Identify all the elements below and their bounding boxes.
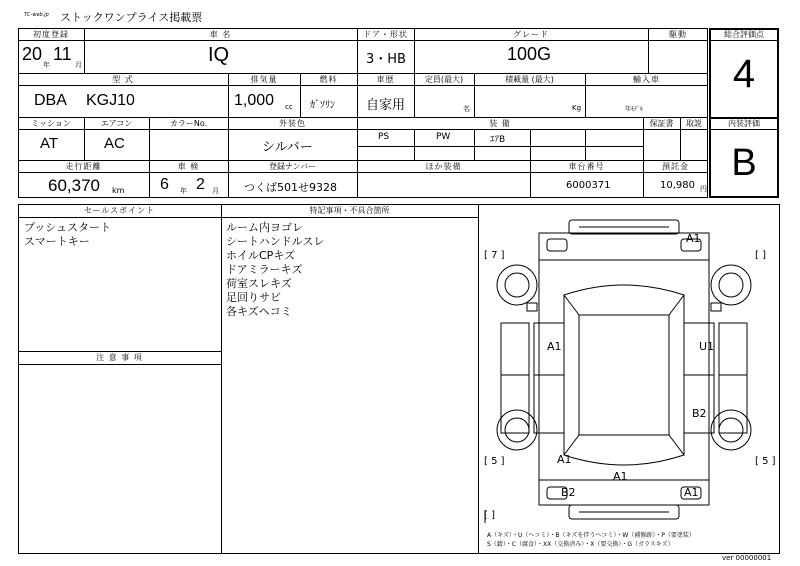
equip-2: PW — [436, 132, 451, 142]
damage-mark-a1-bottom-right: A1 — [684, 486, 699, 499]
license-plate: つくば501せ9328 — [244, 181, 337, 194]
first-reg-month: 11 — [53, 44, 72, 64]
displacement: 1,000 — [234, 92, 275, 109]
warranty-label: 保証書 — [649, 119, 674, 128]
special-notes-label: 特記事項・不具合箇所 — [309, 206, 390, 215]
first-reg-year: 20 — [22, 44, 43, 64]
inspection-label: 車 検 — [177, 162, 200, 171]
aircon-label: エアコン — [100, 119, 133, 128]
grade-label: グレード — [513, 30, 549, 39]
sales-point-list — [24, 221, 111, 249]
special-note-6: 足回りサビ — [226, 291, 281, 304]
overall-score: 4 — [732, 52, 756, 96]
model-label: 型 式 — [112, 75, 134, 84]
notes-label: 注 意 事 項 — [96, 353, 143, 362]
model: KGJ10 — [86, 92, 135, 109]
exterior-label: 外装色 — [279, 119, 306, 128]
drive-label: 駆動 — [669, 30, 687, 39]
damage-mark-a1-bottom-left: A1 — [557, 453, 572, 466]
inspection-year-unit: 年 — [180, 187, 187, 195]
car-name-label: 車 名 — [209, 30, 232, 39]
first-reg-month-unit: 月 — [75, 61, 82, 69]
exterior-color: シルバー — [262, 140, 313, 155]
displacement-unit: cc — [285, 103, 293, 111]
fuel-label: 燃料 — [319, 75, 338, 84]
special-note-4: ドアミラーキズ — [226, 263, 303, 276]
car-name: IQ — [208, 44, 230, 66]
import-unit: 年ﾓﾃﾞﾙ — [625, 106, 644, 113]
chassis-number: 6000371 — [566, 180, 611, 191]
history: 自家用 — [366, 98, 406, 113]
color-no-label: カラーNo. — [169, 119, 208, 128]
equipment-label: 装 備 — [489, 119, 511, 128]
plate-label: 登録ナンバー — [268, 162, 317, 171]
mileage-label: 走行距離 — [65, 162, 102, 171]
special-note-3: ホイルCPキズ — [226, 249, 296, 262]
page-title: ストックワンプライス掲載票 — [60, 11, 203, 24]
special-note-2: シートハンドルスレ — [226, 235, 325, 248]
other-equip-label: ほか装備 — [425, 162, 462, 171]
interior-score: B — [731, 142, 757, 184]
chassis-label: 車台番号 — [568, 162, 605, 171]
equip-1: PS — [378, 132, 390, 142]
capacity-unit: 名 — [463, 105, 470, 113]
bracket-lower-left: [ ] — [484, 510, 495, 521]
overall-score-label: 総合評価点 — [724, 30, 764, 39]
import-label: 輸入車 — [633, 75, 660, 84]
version-label: ver 00000001 — [722, 554, 772, 562]
grade: 100G — [507, 44, 552, 64]
door-label: ドア・形状 — [363, 30, 408, 39]
equip-3: ｴｱB — [490, 135, 506, 145]
displacement-label: 排気量 — [250, 75, 278, 84]
special-note-7: 各キズヘコミ — [226, 305, 292, 318]
damage-mark-b2-bottom-left: B2 — [561, 486, 576, 499]
bracket-bottom-right: [ 5 ] — [755, 456, 776, 467]
fuel: ｶﾞｿﾘﾝ — [310, 100, 335, 111]
interior-score-label: 内装評価 — [728, 119, 760, 128]
history-label: 車歴 — [376, 75, 395, 84]
inspection-month: 2 — [196, 176, 205, 193]
mission: AT — [40, 135, 59, 152]
manual-label: 取説 — [686, 119, 702, 128]
inspection-month-unit: 月 — [212, 187, 219, 195]
logo: TC-web.jp — [24, 12, 49, 18]
special-note-1: ルーム内ヨゴレ — [226, 221, 303, 234]
car-diagram — [479, 205, 779, 553]
damage-mark-a1-left: A1 — [547, 340, 562, 353]
first-reg-label: 初度登録 — [33, 30, 69, 39]
price: 10,980 — [660, 180, 695, 191]
bracket-top-left: [ 7 ] — [484, 250, 505, 261]
damage-mark-a1-bottom-center: A1 — [613, 470, 628, 483]
damage-legend-1: A（キズ）・U（ヘコミ）・B（キズを伴うヘコミ）・W（補修跡）・P（要塗装） — [487, 532, 695, 539]
inspection-year: 6 — [160, 176, 169, 193]
load-label: 積載量 (最大) — [505, 75, 554, 84]
door-shape: 3・HB — [366, 52, 406, 67]
sales-point-2: スマートキー — [24, 235, 90, 248]
damage-legend-2: S（錆）・C（腐食）・XX（交換済み）・X（要交換）・G（ガラスキズ） — [487, 541, 674, 548]
damage-mark-a1-top: A1 — [686, 232, 701, 245]
capacity-label: 定員(最大) — [424, 75, 464, 84]
damage-mark-u1-right: U1 — [699, 340, 715, 353]
first-reg-year-unit: 年 — [43, 61, 50, 69]
aircon: AC — [104, 135, 125, 152]
mileage-unit: km — [112, 186, 125, 195]
price-label: 預託金 — [662, 162, 689, 171]
bracket-bottom-left: [ 5 ] — [484, 456, 505, 467]
special-note-5: 荷室スレキズ — [226, 277, 292, 290]
bracket-top-right: [ ] — [755, 250, 766, 261]
load-unit: Kg — [572, 104, 582, 112]
model-prefix: DBA — [34, 92, 67, 109]
damage-mark-b2-right: B2 — [692, 407, 707, 420]
mission-label: ミッション — [31, 119, 71, 128]
mileage: 60,370 — [48, 176, 100, 195]
special-notes-list — [226, 221, 324, 319]
sales-point-1: プッシュスタート — [24, 221, 112, 234]
sales-point-label: セールスポイント — [83, 206, 156, 215]
price-unit: 円 — [700, 185, 707, 193]
